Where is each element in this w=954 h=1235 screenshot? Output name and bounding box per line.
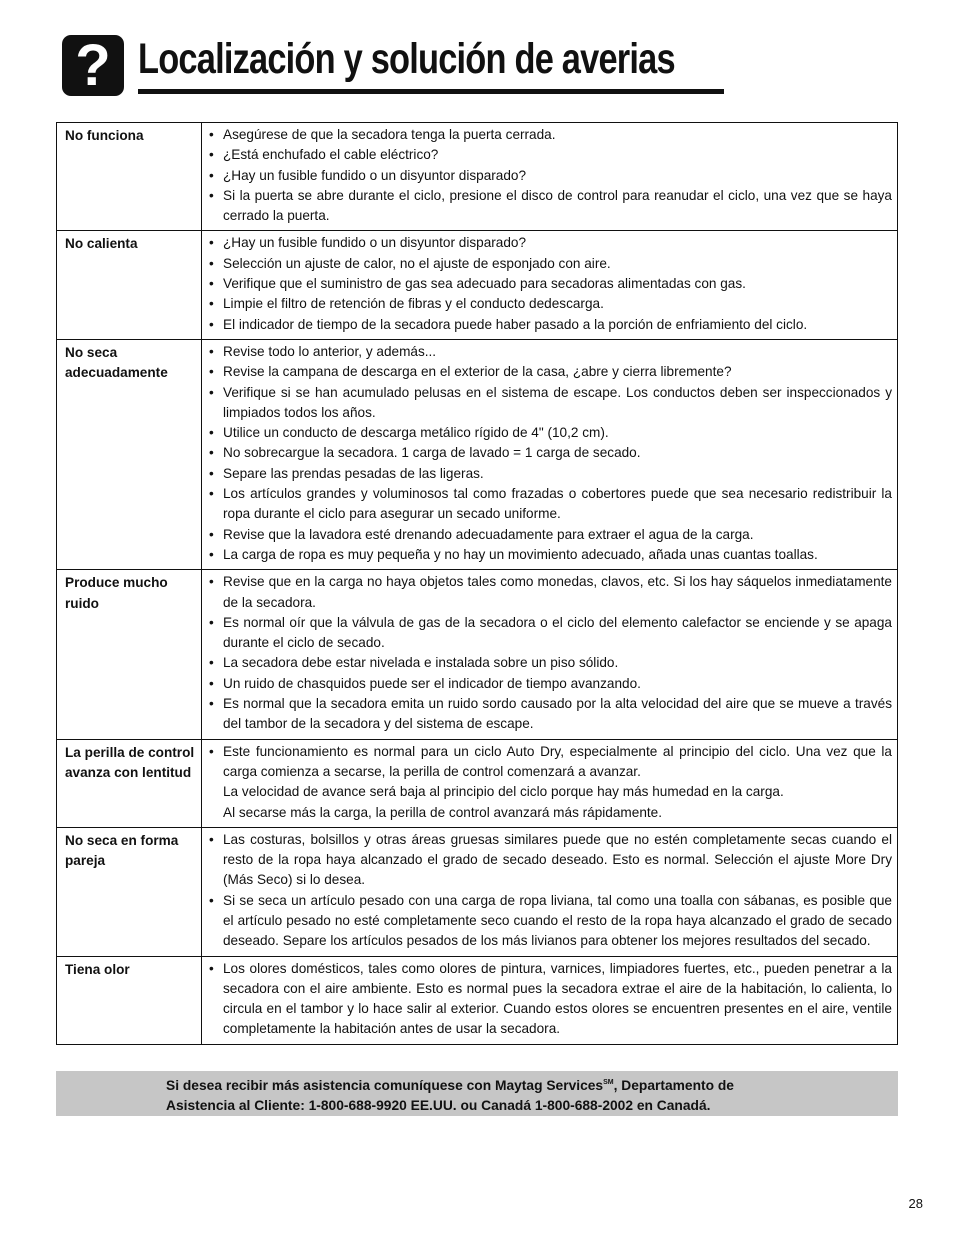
troubleshooting-table (56, 122, 898, 1045)
list-item: • Verifique si se han acumulado pelusas en el sistema de escape. Los conductos deben ser inspeccionados y limpiados todos los años. (207, 383, 892, 424)
assistance-text: , Departamento de (613, 1078, 734, 1093)
assistance-banner (56, 1071, 898, 1116)
cause-list (207, 959, 892, 1040)
list-item: • Revise la campana de descarga en el exterior de la casa, ¿abre y cierra libremente? (207, 362, 892, 382)
cause-list (207, 233, 892, 334)
page-header (62, 30, 726, 96)
problem-label: No calienta (57, 231, 202, 339)
assistance-line-1 (166, 1073, 898, 1096)
list-item: • No sobrecargue la secadora. 1 carga de lavado = 1 carga de secado. (207, 443, 892, 463)
cause-list (207, 125, 892, 226)
list-item: • Los olores domésticos, tales como olores de pintura, varnices, limpiadores fuertes, etc., pueden penetrar a la secadora con el aire ambiente. Esto es normal pues la secadora extrae el aire de la habitación, lo calienta, lo circula en el tambor y lo hace salir al exterior. Cuando estos olores se encuentren presentes en el aire, ventile completamente la habitación antes de usar la secadora. (207, 959, 892, 1040)
cause-list-cell (202, 123, 898, 231)
problem-label: La perilla de control avanza con lentitud (57, 739, 202, 827)
list-item-continuation: La velocidad de avance será baja al principio del ciclo porque hay más humedad en la carga. (223, 784, 784, 800)
title-underline (138, 89, 724, 94)
page-title: Localización y solución de averias (138, 35, 675, 83)
assistance-text: Si desea recibir más asistencia comuníquese con Maytag Services (166, 1078, 604, 1093)
problem-label: No seca en forma pareja (57, 827, 202, 956)
assistance-line-2: Asistencia al Cliente: 1-800-688-9920 EE.UU. ou Canadá 1-800-688-2002 en Canadá. (166, 1098, 711, 1113)
list-item: • Asegúrese de que la secadora tenga la puerta cerrada. (207, 125, 892, 145)
list-item: • La secadora debe estar nivelada e instalada sobre un piso sólido. (207, 653, 892, 673)
list-item: • Limpie el filtro de retención de fibras y el conducto dedescarga. (207, 294, 892, 314)
list-item: • Revise todo lo anterior, y además... (207, 342, 892, 362)
cause-list (207, 830, 892, 952)
list-item (207, 742, 892, 823)
list-item: • Un ruido de chasquidos puede ser el indicador de tiempo avanzando. (207, 674, 892, 694)
list-item: • La carga de ropa es muy pequeña y no hay un movimiento adecuado, añada unas cuantas toallas. (207, 545, 892, 565)
cause-list-cell (202, 956, 898, 1044)
list-item: • Las costuras, bolsillos y otras áreas gruesas similares puede que no estén completamente secas cuando el resto de la ropa haya alcanzado el grado de secado deseado. Esto es normal. Selección el ajuste More Dry (Más Seco) si lo desea. (207, 830, 892, 891)
list-item: • ¿Está enchufado el cable eléctrico? (207, 145, 892, 165)
list-item: • Es normal que la secadora emita un ruido sordo causado por la alta velocidad del aire que se mueve a través del tambor de la secadora y del sistema de escape. (207, 694, 892, 735)
list-item: • Verifique que el suministro de gas sea adecuado para secadoras alimentadas con gas. (207, 274, 892, 294)
page-number: 28 (908, 1196, 923, 1211)
question-mark-icon: ? (62, 35, 124, 96)
list-item: • Revise que en la carga no haya objetos tales como monedas, clavos, etc. Si los hay sáquelos inmediatamente de la secadora. (207, 572, 892, 613)
cause-list-cell (202, 827, 898, 956)
table-row (57, 123, 898, 231)
problem-label: No funciona (57, 123, 202, 231)
table-row (57, 739, 898, 827)
cause-list (207, 742, 892, 823)
table-row (57, 956, 898, 1044)
list-item: • ¿Hay un fusible fundido o un disyuntor disparado? (207, 166, 892, 186)
list-item: • Si la puerta se abre durante el ciclo, presione el disco de control para reanudar el ciclo, una vez que se haya cerrado la puerta. (207, 186, 892, 227)
cause-list-cell (202, 739, 898, 827)
cause-list-cell (202, 570, 898, 739)
cause-list-cell (202, 231, 898, 339)
table-row (57, 827, 898, 956)
table-row (57, 231, 898, 339)
list-item-continuation: Al secarse más la carga, la perilla de control avanzará más rápidamente. (223, 804, 662, 820)
list-item: • Utilice un conducto de descarga metálico rígido de 4" (10,2 cm). (207, 423, 892, 443)
cause-list-cell (202, 339, 898, 569)
list-item-text: Este funcionamiento es normal para un ciclo Auto Dry, especialmente al principio del ciclo. Una vez que la carga comienza a secarse, la perilla de control comenzará a avanzar. (223, 743, 892, 779)
table-row (57, 570, 898, 739)
list-item: • Separe las prendas pesadas de las ligeras. (207, 464, 892, 484)
list-item: • Es normal oír que la válvula de gas de la secadora o el ciclo del elemento calefactor se enciende y se apaga durante el ciclo de secado. (207, 613, 892, 654)
list-item: • ¿Hay un fusible fundido o un disyuntor disparado? (207, 233, 892, 253)
problem-label: No seca adecuadamente (57, 339, 202, 569)
list-item: • Si se seca un artículo pesado con una carga de ropa liviana, tal como una toalla con sábanas, es posible que el artículo pesado no esté completamente seco cuando el resto de la ropa haya alcanzado el grado de secado deseado. Separe los artículos pesados de los más livianos para obtener los mejores resultados del secado. (207, 891, 892, 952)
cause-list (207, 342, 892, 565)
list-item: • Selección un ajuste de calor, no el ajuste de esponjado con aire. (207, 254, 892, 274)
list-item: • Revise que la lavadora esté drenando adecuadamente para extraer el agua de la carga. (207, 525, 892, 545)
service-mark: SM (603, 1079, 614, 1086)
cause-list (207, 572, 892, 734)
problem-label: Tiena olor (57, 956, 202, 1044)
problem-label: Produce mucho ruido (57, 570, 202, 739)
list-item: • El indicador de tiempo de la secadora puede haber pasado a la porción de enfriamiento del ciclo. (207, 315, 892, 335)
list-item: • Los artículos grandes y voluminosos tal como frazadas o cobertores puede que sea necesario redistribuir la ropa durante el ciclo para asegurar un secado uniforme. (207, 484, 892, 525)
table-row (57, 339, 898, 569)
